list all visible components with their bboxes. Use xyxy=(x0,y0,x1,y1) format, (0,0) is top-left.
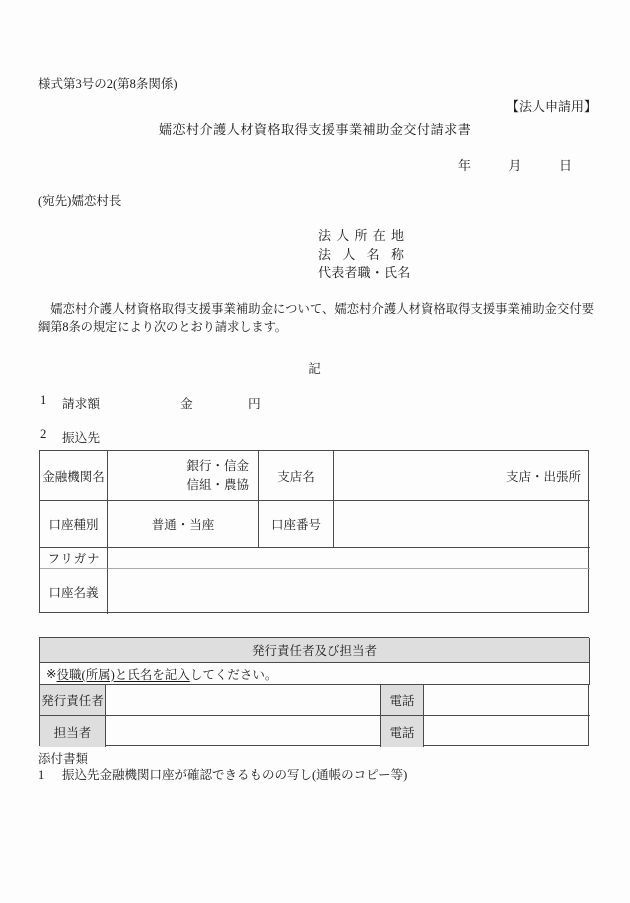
addressee: (宛先)嬬恋村長 xyxy=(38,194,122,208)
date-month-label: 月 xyxy=(508,158,522,173)
page-title: 嬬恋村介護人材資格取得支援事業補助金交付請求書 xyxy=(158,122,472,137)
claim-label: 請求額 xyxy=(62,397,101,411)
representative-label: 代表者職・氏名 xyxy=(318,265,411,280)
institution-type-line1: 銀行・信金 xyxy=(186,458,249,473)
issuing-manager-phone-label-cell: 電話 xyxy=(381,685,424,716)
account-type-options-cell: 普通・当座 xyxy=(108,501,259,548)
furigana-input-cell xyxy=(108,548,590,569)
attachment-item-number: 1 xyxy=(38,767,45,782)
transfer-label: 振込先 xyxy=(62,431,101,445)
applicant-fields-block xyxy=(318,227,410,283)
account-holder-input-cell xyxy=(108,569,590,614)
contact-note xyxy=(40,663,590,685)
person-in-charge-label-cell: 担当者 xyxy=(40,716,106,747)
contact-table-header: 発行責任者及び担当者 xyxy=(40,638,590,663)
transfer-number: 2 xyxy=(40,427,47,441)
currency-suffix: 円 xyxy=(248,397,261,411)
note-prefix: ※ xyxy=(46,666,57,681)
institution-type-line2: 信組・農協 xyxy=(186,477,249,492)
account-holder-label-cell: 口座名義 xyxy=(40,569,108,614)
note-underlined-text: 役職(所属)と氏名を記入 xyxy=(56,667,190,682)
attachment-item xyxy=(38,768,407,784)
person-in-charge-phone-label-cell: 電話 xyxy=(381,716,424,747)
applicant-type-badge: 【法人申請用】 xyxy=(505,99,597,114)
account-number-digit-strip xyxy=(334,501,590,548)
attachments-section xyxy=(38,752,407,783)
account-number-label-cell: 口座番号 xyxy=(259,501,334,548)
claim-number: 1 xyxy=(40,393,47,407)
branch-label-cell: 支店名 xyxy=(259,451,334,501)
date-day-label: 日 xyxy=(558,158,572,173)
date-line xyxy=(458,155,572,174)
body-paragraph: 嬬恋村介護人材資格取得支援事業補助金について、嬬恋村介護人材資格取得支援事業補助金交付要綱第8条の規定により次のとおり請求します。 xyxy=(38,302,594,334)
corporate-name-label: 法人名称 xyxy=(318,246,404,262)
person-in-charge-phone-input-cell xyxy=(424,716,590,747)
corporate-address-label: 法人所在地 xyxy=(318,228,404,243)
furigana-label: フリガナ xyxy=(47,552,100,566)
branch-name-input-cell: 支店・出張所 xyxy=(334,451,590,501)
institution-type-cell xyxy=(108,451,259,501)
issuing-manager-phone-input-cell xyxy=(424,685,590,716)
form-number: 様式第3号の2(第8条関係) xyxy=(38,77,178,91)
issuing-manager-label-cell: 発行責任者 xyxy=(40,685,106,716)
bank-transfer-table xyxy=(39,450,589,613)
currency-prefix: 金 xyxy=(180,397,193,411)
attachments-heading: 添付書類 xyxy=(38,752,89,766)
note-suffix: してください。 xyxy=(189,667,278,682)
person-in-charge-input-cell xyxy=(106,716,381,747)
account-type-label-cell: 口座種別 xyxy=(40,501,108,548)
date-year-label: 年 xyxy=(458,158,472,173)
attachment-item-text: 振込先金融機関口座が確認できるものの写し(通帳のコピー等) xyxy=(62,767,408,782)
issuing-manager-input-cell xyxy=(106,685,381,716)
contact-table xyxy=(39,637,589,746)
financial-institution-label-cell: 金融機関名 xyxy=(40,451,108,501)
record-marker: 記 xyxy=(308,362,322,376)
furigana-label-cell xyxy=(40,548,108,569)
